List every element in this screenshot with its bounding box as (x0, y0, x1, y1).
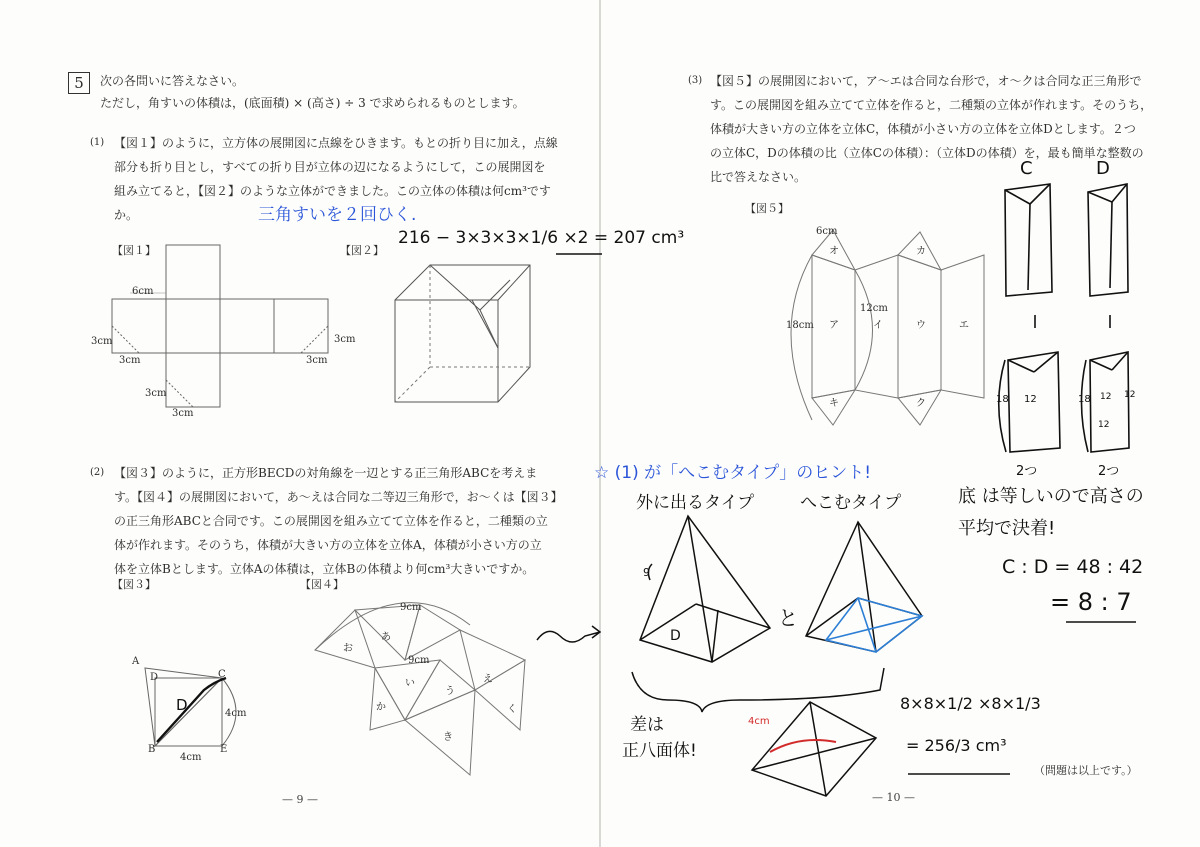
fig4-label-9cm-a: 9cm (400, 602, 422, 613)
fig1-label-3cm-d: 3cm (306, 355, 328, 366)
fig5-label-i: イ (873, 320, 883, 331)
q3-line-2: す。この展開図を組み立てて立体を作ると，二種類の立体が作れます。そのうち， (710, 98, 1153, 112)
hw-dim-18-d: 18 (1078, 394, 1091, 405)
q2-line-3: の正三角形ABCと合同です。この展開図を組み立てて立体を作ると，二種類の立 (114, 514, 548, 528)
q3-line-3: 体積が大きい方の立体を立体C，体積が小さい方の立体を立体Dとします。２つ (710, 122, 1136, 136)
fig4-label-9cm-b: 9cm (408, 655, 430, 666)
fig4-label-u: う (445, 686, 455, 697)
hw-note-two-pyramids: 三角すいを２回ひく. (258, 205, 417, 225)
hw-diff-line-1: 差は (630, 715, 664, 735)
hw-note-line-2: 平均で決着! (958, 518, 1056, 539)
fig4-label-ka: か (376, 702, 386, 713)
fig3-label-4cm-bottom: 4cm (180, 752, 202, 763)
q3-line-4: の立体C，Dの体積の比（立体Cの体積）：（立体Dの体積）を，最も簡単な整数の (710, 146, 1144, 160)
hw-pyramid-D: D (670, 628, 681, 644)
fig5-title: 【図５】 (745, 202, 789, 215)
fig4-title: 【図４】 (300, 578, 344, 591)
fig3-label-C: C (218, 669, 226, 680)
fig5-label-12cm: 12cm (860, 303, 888, 314)
fig5-label-ki: キ (829, 398, 839, 409)
fig5-label-6cm: 6cm (816, 226, 838, 237)
fig4-label-ku: く (507, 704, 517, 715)
page-number-right: — 10 — (872, 791, 915, 804)
fig4-label-o: お (343, 643, 353, 654)
hw-type-in: へこむタイプ (800, 493, 902, 513)
fig5-label-ku: ク (916, 398, 926, 409)
fig1-label-3cm-a: 3cm (91, 336, 113, 347)
hw-mark-D: D (176, 696, 188, 714)
fig3-title: 【図３】 (112, 578, 156, 591)
hw-and: と (778, 606, 798, 630)
hw-dim-12-d1: 12 (1100, 392, 1112, 402)
fig4-label-e: え (483, 674, 493, 685)
fig5-label-18cm: 18cm (786, 320, 814, 331)
fig5-label-e: エ (959, 320, 969, 331)
fig4-label-a: あ (381, 632, 391, 643)
hw-4cm-red: 4cm (748, 716, 770, 727)
q1-line-1: 【図１】のように，立方体の展開図に点線をひきます。もとの折り目に加え，点線 (114, 136, 558, 150)
page-number-left: — 9 — (282, 793, 318, 806)
fig4-label-i: い (405, 678, 415, 689)
fig3-label-E: E (220, 744, 228, 755)
hw-type-out: 外に出るタイプ (636, 493, 755, 513)
hw-ratio-1: C : D = 48 : 42 (1002, 556, 1144, 578)
q1-label: (1) (90, 137, 105, 148)
hw-note-line-1: 底 は等しいので高さの (958, 486, 1144, 507)
hw-calc-line: 8×8×1/2 ×8×1/3 (900, 694, 1041, 713)
fig1-label-3cm-f: 3cm (172, 408, 194, 419)
fig3-label-B: B (148, 744, 156, 755)
fig5-label-u: ウ (916, 320, 926, 331)
hw-dim-18-c: 18 (996, 394, 1009, 405)
intro-line-2: ただし，角すいの体積は，(底面積) × (高さ) ÷ 3 で求められるものとします。 (100, 96, 525, 110)
q2-line-4: 体が作れます。そのうち，体積が大きい方の立体を立体A，体積が小さい方の立 (114, 538, 542, 552)
hw-count-d: 2つ (1098, 464, 1120, 479)
q2-line-5: 体を立体Bとします。立体Aの体積は，立体Bの体積より何cm³大きいですか。 (114, 562, 535, 576)
fig4-label-ki: き (443, 732, 453, 743)
q3-line-5: 比で答えなさい。 (710, 170, 807, 184)
fig3-label-D: D (150, 672, 159, 683)
q1-line-3: 組み立てると，【図２】のような立体ができました。この立体の体積は何cm³です (114, 184, 551, 198)
fig1-title: 【図１】 (112, 244, 156, 257)
intro-line-1: 次の各問いに答えなさい。 (100, 74, 245, 88)
q1-line-4: か。 (114, 208, 139, 222)
q2-label: (2) (90, 467, 105, 478)
hw-diff-line-2: 正八面体! (622, 741, 697, 761)
end-note: （問題は以上です。） (1034, 764, 1138, 777)
fig1-label-3cm-c: 3cm (334, 334, 356, 345)
fig1-label-3cm-b: 3cm (119, 355, 141, 366)
fig3-label-A: A (132, 656, 140, 667)
hw-dim-12-d2: 12 (1124, 390, 1136, 400)
hw-small-12: 12 (1098, 420, 1110, 430)
fig3-label-4cm-right: 4cm (225, 708, 247, 719)
q2-line-2: す。【図４】の展開図において，あ～えは合同な二等辺三角形で，お～くは【図３】 (114, 490, 563, 504)
q2-line-1: 【図３】のように，正方形BECDの対角線を一辺とする正三角形ABCを考えま (114, 466, 538, 480)
fig1-label-3cm-e: 3cm (145, 388, 167, 399)
fig5-label-a: ア (829, 320, 839, 331)
hw-label-D: D (1096, 158, 1110, 179)
hw-calc-result: = 256/3 cm³ (906, 736, 1007, 755)
q3-label: (3) (688, 75, 703, 86)
fig5-label-o: オ (829, 246, 839, 257)
hw-pyramid-9: 9 (643, 566, 650, 579)
hw-ratio-2: = 8 : 7 (1050, 588, 1132, 616)
q3-line-1: 【図５】の展開図において，ア～エは合同な台形で，オ～クは合同な正三角形で (710, 74, 1142, 88)
fig2-title: 【図２】 (340, 244, 384, 257)
hw-count-c: 2つ (1016, 464, 1038, 479)
hw-calc-q1: 216 − 3×3×3×1/6 ×2 = 207 cm³ (398, 228, 685, 248)
hw-hint: ☆ (1) が「へこむタイプ」のヒント! (594, 463, 872, 483)
problem-number-box: 5 (68, 72, 90, 94)
fig5-label-ka: カ (916, 246, 926, 257)
fig1-label-6cm: 6cm (132, 286, 154, 297)
q1-line-2: 部分も折り目とし，すべての折り目が立体の辺になるようにして，この展開図を (114, 160, 546, 174)
hw-dim-12-c: 12 (1024, 394, 1037, 405)
hw-label-C: C (1020, 158, 1033, 179)
